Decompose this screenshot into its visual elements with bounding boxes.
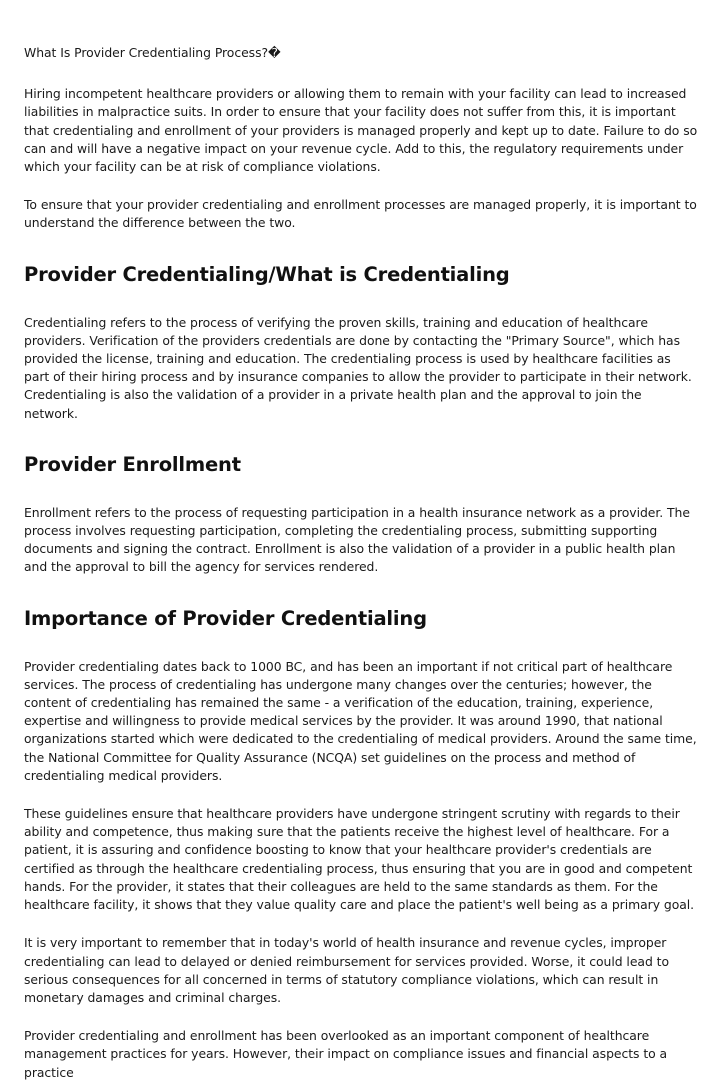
section-heading: Provider Enrollment bbox=[24, 452, 241, 476]
section-paragraph: Enrollment refers to the process of requesting participation in a health insurance network as a provider. The process involves requesting participation, completing the credentialing process, submitting supporting documents and signing the contract. Enrollment is also the validation of a provider in a public health plan and the approval to bill the agency for services rendered. bbox=[24, 504, 690, 575]
section-importance bbox=[24, 607, 698, 1082]
intro-paragraph: To ensure that your provider credentialing and enrollment processes are managed properly, it is important to understand the difference between the two. bbox=[24, 197, 697, 231]
section-heading: Importance of Provider Credentialing bbox=[24, 606, 427, 630]
section-provider-enrollment bbox=[24, 453, 698, 577]
section-paragraph: These guidelines ensure that healthcare providers have undergone stringent scrutiny with regards to their ability and competence, thus making sure that the patients receive the highest level of healthcare. For a patient, it is assuring and confidence boosting to know that your healthcare provider's credentials are certified as through the healthcare credentialing process, thus ensuring that you are in good and competent hands. For the provider, it states that their colleagues are held to the same standards as them. For the healthcare facility, it shows that they value quality care and place the patient's well being as a primary goal. bbox=[24, 806, 695, 913]
section-paragraph: Credentialing refers to the process of verifying the proven skills, training and education of healthcare providers. Verification of the providers credentials are done by contacting the "Primary Source", which has provided the license, training and education. The credentialing process is used by healthcare facilities as part of their hiring process and by insurance companies to allow the provider to participate in their network. Credentialing is also the validation of a provider in a private health plan and the approval to join the network. bbox=[24, 314, 692, 421]
section-paragraph: Provider credentialing and enrollment has been overlooked as an important component of healthcare management practices for years. However, their impact on compliance issues and financial aspects to a practice bbox=[24, 1028, 668, 1080]
section-paragraph: Provider credentialing dates back to 1000 BC, and has been an important if not critical part of healthcare services. The process of credentialing has undergone many changes over the centuries; however, the content of credentialing has remained the same - a verification of the education, training, experience, expertise and willingness to provide medical services by the provider. It was around 1990, that national organizations started which were dedicated to the credentialing of medical providers. Around the same time, the National Committee for Quality Assurance (NCQA) set guidelines on the process and method of credentialing medical providers. bbox=[24, 658, 697, 783]
intro-title: What Is Provider Credentialing Process?� bbox=[24, 45, 281, 60]
intro-paragraph: Hiring incompetent healthcare providers or allowing them to remain with your facility can lead to increased liabilities in malpractice suits. In order to ensure that your facility does not suffer from this, it is important that credentialing and enrollment of your providers is managed properly and kept up to date. Failure to do so can and will have a negative impact on your revenue cycle. Add to this, the regulatory requirements under which your facility can be at risk of compliance violations. bbox=[24, 86, 698, 175]
section-provider-credentialing bbox=[24, 263, 698, 423]
section-paragraph: It is very important to remember that in today's world of health insurance and revenue cycles, improper credentialing can lead to delayed or denied reimbursement for services provided. Worse, it could lead to serious consequences for all concerned in terms of statutory compliance violations, which can result in monetary damages and criminal charges. bbox=[24, 935, 669, 1005]
section-heading: Provider Credentialing/What is Credentialing bbox=[24, 262, 510, 286]
